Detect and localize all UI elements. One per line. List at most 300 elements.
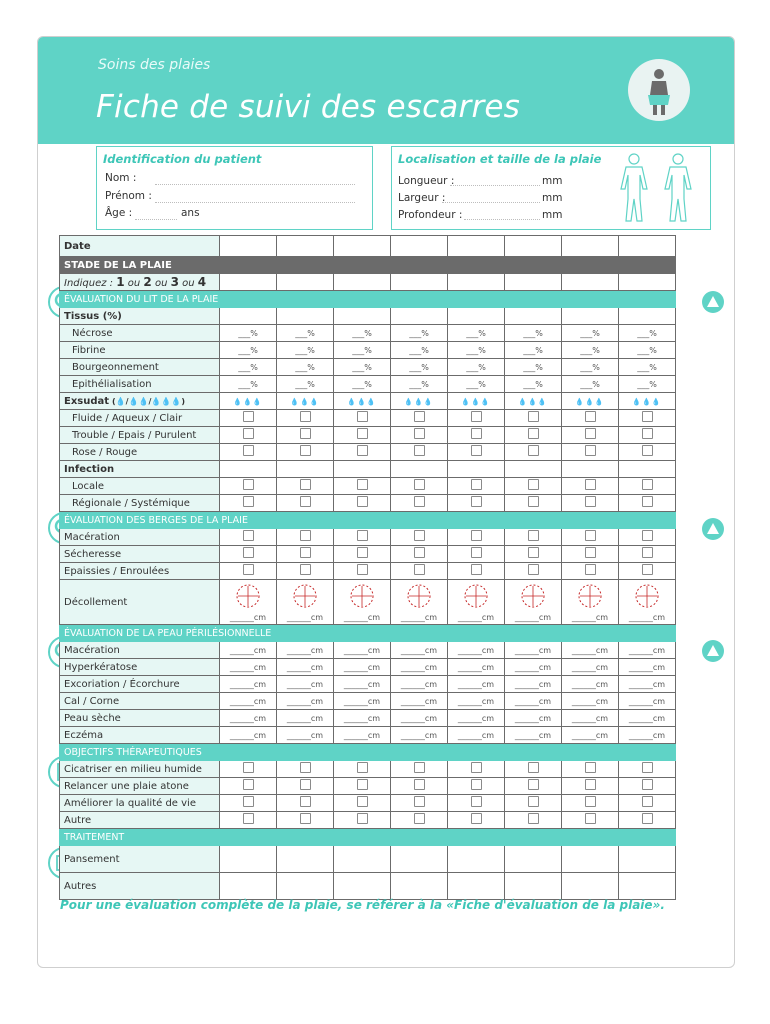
date-cell[interactable] [334,236,391,257]
table-cell[interactable] [619,710,676,727]
checkbox[interactable] [243,445,254,456]
checkbox[interactable] [300,530,311,541]
percent-field[interactable]: ___% [409,362,429,372]
table-cell[interactable] [277,846,334,873]
clock-dial-icon[interactable] [405,582,433,610]
checkbox[interactable] [642,530,653,541]
table-cell[interactable] [220,727,277,744]
cm-field[interactable]: ______cm [229,679,267,689]
table-cell[interactable] [277,529,334,546]
table-cell[interactable] [619,642,676,659]
cm-field[interactable]: ______cm [400,730,438,740]
table-cell[interactable] [391,478,448,495]
table-cell[interactable] [391,676,448,693]
table-cell[interactable] [562,410,619,427]
table-cell[interactable] [448,659,505,676]
cm-field[interactable]: ______cm [571,662,609,672]
checkbox[interactable] [642,445,653,456]
date-cell[interactable] [448,236,505,257]
percent-field[interactable]: ___% [295,379,315,389]
table-cell[interactable] [619,580,676,625]
table-cell[interactable] [220,495,277,512]
checkbox[interactable] [300,547,311,558]
table-cell[interactable] [391,778,448,795]
table-cell[interactable] [448,410,505,427]
cm-field[interactable]: ______cm [229,696,267,706]
checkbox[interactable] [528,496,539,507]
percent-field[interactable]: ___% [352,379,372,389]
table-cell[interactable] [391,693,448,710]
checkbox[interactable] [300,796,311,807]
table-cell[interactable] [334,529,391,546]
table-cell[interactable] [448,342,505,359]
checkbox[interactable] [414,479,425,490]
cm-field[interactable]: ______cm [571,696,609,706]
longueur-field[interactable] [450,185,540,186]
cm-field[interactable]: ______cm [400,613,438,622]
cm-field[interactable]: ______cm [628,696,666,706]
table-cell[interactable] [505,393,562,410]
percent-field[interactable]: ___% [523,345,543,355]
table-cell[interactable] [448,873,505,900]
stage-cell[interactable] [448,274,505,291]
date-cell[interactable] [391,236,448,257]
table-cell[interactable] [277,873,334,900]
checkbox[interactable] [300,411,311,422]
percent-field[interactable]: ___% [580,328,600,338]
table-cell[interactable] [619,444,676,461]
table-cell[interactable] [391,659,448,676]
percent-field[interactable]: ___% [352,362,372,372]
table-cell[interactable] [505,676,562,693]
table-cell[interactable] [220,761,277,778]
cm-field[interactable]: ______cm [571,713,609,723]
table-cell[interactable] [619,359,676,376]
checkbox[interactable] [243,479,254,490]
table-cell[interactable] [277,812,334,829]
date-cell[interactable] [619,236,676,257]
table-cell[interactable] [619,778,676,795]
checkbox[interactable] [585,479,596,490]
checkbox[interactable] [243,564,254,575]
checkbox[interactable] [528,530,539,541]
table-cell[interactable] [562,846,619,873]
table-cell[interactable] [505,727,562,744]
table-cell[interactable] [505,444,562,461]
table-cell[interactable] [391,710,448,727]
checkbox[interactable] [585,762,596,773]
checkbox[interactable] [300,813,311,824]
table-cell[interactable] [505,812,562,829]
checkbox[interactable] [414,547,425,558]
percent-field[interactable]: ___% [409,379,429,389]
checkbox[interactable] [642,496,653,507]
cm-field[interactable]: ______cm [400,662,438,672]
cm-field[interactable]: ______cm [514,662,552,672]
table-cell[interactable] [562,563,619,580]
cm-field[interactable]: ______cm [457,613,495,622]
clock-dial-icon[interactable] [462,582,490,610]
table-cell[interactable] [220,444,277,461]
checkbox[interactable] [243,796,254,807]
checkbox[interactable] [528,564,539,575]
date-cell[interactable] [562,236,619,257]
checkbox[interactable] [357,496,368,507]
checkbox[interactable] [585,547,596,558]
table-cell[interactable] [334,478,391,495]
table-cell[interactable] [277,546,334,563]
cm-field[interactable]: ______cm [514,713,552,723]
stage-cell[interactable] [619,274,676,291]
checkbox[interactable] [471,445,482,456]
table-cell[interactable] [391,427,448,444]
stage-cell[interactable] [391,274,448,291]
table-cell[interactable] [448,427,505,444]
clock-dial-icon[interactable] [576,582,604,610]
checkbox[interactable] [585,445,596,456]
table-cell[interactable] [619,659,676,676]
cm-field[interactable]: ______cm [400,645,438,655]
table-cell[interactable] [220,846,277,873]
nom-field[interactable] [155,184,355,185]
prenom-field[interactable] [155,202,355,203]
table-cell[interactable] [448,710,505,727]
cm-field[interactable]: ______cm [514,613,552,622]
percent-field[interactable]: ___% [637,328,657,338]
checkbox[interactable] [357,779,368,790]
droplet-icon[interactable]: 💧💧💧 [518,397,548,406]
table-cell[interactable] [220,427,277,444]
cm-field[interactable]: ______cm [229,662,267,672]
percent-field[interactable]: ___% [580,379,600,389]
table-cell[interactable] [505,376,562,393]
cm-field[interactable]: ______cm [514,679,552,689]
checkbox[interactable] [243,547,254,558]
table-cell[interactable] [220,580,277,625]
table-cell[interactable] [619,376,676,393]
stage-cell[interactable] [277,274,334,291]
clock-dial-icon[interactable] [519,582,547,610]
cm-field[interactable]: ______cm [514,730,552,740]
table-cell[interactable] [391,546,448,563]
table-cell[interactable] [562,873,619,900]
table-cell[interactable] [505,359,562,376]
percent-field[interactable]: ___% [352,328,372,338]
table-cell[interactable] [448,846,505,873]
percent-field[interactable]: ___% [466,345,486,355]
checkbox[interactable] [585,564,596,575]
table-cell[interactable] [334,846,391,873]
cm-field[interactable]: ______cm [286,645,324,655]
table-cell[interactable] [220,342,277,359]
table-cell[interactable] [277,342,334,359]
table-cell[interactable] [334,873,391,900]
table-cell[interactable] [220,795,277,812]
table-cell[interactable] [448,325,505,342]
checkbox[interactable] [243,428,254,439]
checkbox[interactable] [243,496,254,507]
table-cell[interactable] [334,778,391,795]
cm-field[interactable]: ______cm [343,696,381,706]
stage-cell[interactable] [220,274,277,291]
cm-field[interactable]: ______cm [457,713,495,723]
cm-field[interactable]: ______cm [628,645,666,655]
percent-field[interactable]: ___% [523,362,543,372]
checkbox[interactable] [642,813,653,824]
table-cell[interactable] [277,359,334,376]
table-cell[interactable] [334,659,391,676]
cm-field[interactable]: ______cm [457,679,495,689]
cm-field[interactable]: ______cm [229,645,267,655]
checkbox[interactable] [585,411,596,422]
table-cell[interactable] [448,642,505,659]
percent-field[interactable]: ___% [409,345,429,355]
table-cell[interactable] [619,325,676,342]
checkbox[interactable] [585,428,596,439]
checkbox[interactable] [471,530,482,541]
percent-field[interactable]: ___% [238,345,258,355]
checkbox[interactable] [642,479,653,490]
table-cell[interactable] [391,761,448,778]
table-cell[interactable] [562,342,619,359]
table-cell[interactable] [562,478,619,495]
checkbox[interactable] [528,445,539,456]
table-cell[interactable] [220,812,277,829]
table-cell[interactable] [277,495,334,512]
percent-field[interactable]: ___% [352,345,372,355]
percent-field[interactable]: ___% [295,328,315,338]
table-cell[interactable] [220,376,277,393]
table-cell[interactable] [277,761,334,778]
checkbox[interactable] [528,779,539,790]
table-cell[interactable] [562,325,619,342]
table-cell[interactable] [277,642,334,659]
cm-field[interactable]: ______cm [286,662,324,672]
table-cell[interactable] [220,410,277,427]
table-cell[interactable] [505,563,562,580]
percent-field[interactable]: ___% [238,362,258,372]
table-cell[interactable] [220,659,277,676]
table-cell[interactable] [562,795,619,812]
percent-field[interactable]: ___% [637,345,657,355]
droplet-icon[interactable]: 💧💧💧 [632,397,662,406]
cm-field[interactable]: ______cm [514,696,552,706]
checkbox[interactable] [300,762,311,773]
checkbox[interactable] [471,479,482,490]
cm-field[interactable]: ______cm [286,679,324,689]
checkbox[interactable] [414,411,425,422]
date-cell[interactable] [220,236,277,257]
table-cell[interactable] [334,546,391,563]
table-cell[interactable] [448,676,505,693]
checkbox[interactable] [414,530,425,541]
checkbox[interactable] [357,813,368,824]
table-cell[interactable] [391,580,448,625]
table-cell[interactable] [448,376,505,393]
table-cell[interactable] [619,546,676,563]
checkbox[interactable] [300,496,311,507]
checkbox[interactable] [471,411,482,422]
checkbox[interactable] [585,530,596,541]
table-cell[interactable] [448,693,505,710]
table-cell[interactable] [619,495,676,512]
table-cell[interactable] [562,710,619,727]
table-cell[interactable] [505,761,562,778]
checkbox[interactable] [300,564,311,575]
checkbox[interactable] [300,479,311,490]
table-cell[interactable] [505,580,562,625]
checkbox[interactable] [300,779,311,790]
table-cell[interactable] [220,529,277,546]
percent-field[interactable]: ___% [580,345,600,355]
table-cell[interactable] [619,727,676,744]
table-cell[interactable] [277,325,334,342]
cm-field[interactable]: ______cm [400,696,438,706]
table-cell[interactable] [619,693,676,710]
checkbox[interactable] [528,796,539,807]
table-cell[interactable] [448,393,505,410]
checkbox[interactable] [585,796,596,807]
droplet-icon[interactable]: 💧💧💧 [290,397,320,406]
table-cell[interactable] [619,563,676,580]
table-cell[interactable] [220,359,277,376]
table-cell[interactable] [619,342,676,359]
table-cell[interactable] [220,778,277,795]
cm-field[interactable]: ______cm [343,645,381,655]
checkbox[interactable] [642,411,653,422]
table-cell[interactable] [562,676,619,693]
checkbox[interactable] [357,762,368,773]
cm-field[interactable]: ______cm [286,696,324,706]
cm-field[interactable]: ______cm [457,730,495,740]
table-cell[interactable] [334,359,391,376]
table-cell[interactable] [391,846,448,873]
table-cell[interactable] [334,761,391,778]
table-cell[interactable] [505,342,562,359]
table-cell[interactable] [505,710,562,727]
checkbox[interactable] [528,411,539,422]
table-cell[interactable] [220,325,277,342]
table-cell[interactable] [562,812,619,829]
table-cell[interactable] [277,659,334,676]
checkbox[interactable] [414,496,425,507]
table-cell[interactable] [334,376,391,393]
droplet-icon[interactable]: 💧💧💧 [233,397,263,406]
table-cell[interactable] [220,642,277,659]
table-cell[interactable] [334,325,391,342]
table-cell[interactable] [619,761,676,778]
checkbox[interactable] [528,813,539,824]
table-cell[interactable] [334,795,391,812]
table-cell[interactable] [448,529,505,546]
table-cell[interactable] [562,529,619,546]
checkbox[interactable] [528,479,539,490]
checkbox[interactable] [414,445,425,456]
table-cell[interactable] [448,546,505,563]
checkbox[interactable] [300,445,311,456]
clock-dial-icon[interactable] [291,582,319,610]
percent-field[interactable]: ___% [295,345,315,355]
table-cell[interactable] [562,546,619,563]
cm-field[interactable]: ______cm [400,713,438,723]
cm-field[interactable]: ______cm [514,645,552,655]
cm-field[interactable]: ______cm [628,679,666,689]
table-cell[interactable] [277,580,334,625]
checkbox[interactable] [414,428,425,439]
checkbox[interactable] [243,762,254,773]
checkbox[interactable] [471,813,482,824]
percent-field[interactable]: ___% [466,379,486,389]
profondeur-field[interactable] [464,219,540,220]
table-cell[interactable] [277,478,334,495]
table-cell[interactable] [277,393,334,410]
droplet-icon[interactable]: 💧💧💧 [461,397,491,406]
checkbox[interactable] [528,762,539,773]
table-cell[interactable] [391,812,448,829]
checkbox[interactable] [471,428,482,439]
percent-field[interactable]: ___% [238,328,258,338]
table-cell[interactable] [562,427,619,444]
table-cell[interactable] [562,761,619,778]
table-cell[interactable] [562,659,619,676]
table-cell[interactable] [391,727,448,744]
percent-field[interactable]: ___% [295,362,315,372]
table-cell[interactable] [505,693,562,710]
cm-field[interactable]: ______cm [628,662,666,672]
table-cell[interactable] [448,359,505,376]
checkbox[interactable] [357,530,368,541]
checkbox[interactable] [414,796,425,807]
table-cell[interactable] [277,727,334,744]
table-cell[interactable] [220,546,277,563]
cm-field[interactable]: ______cm [571,645,609,655]
checkbox[interactable] [471,796,482,807]
table-cell[interactable] [505,873,562,900]
table-cell[interactable] [562,376,619,393]
table-cell[interactable] [562,359,619,376]
checkbox[interactable] [471,762,482,773]
table-cell[interactable] [619,795,676,812]
checkbox[interactable] [471,779,482,790]
table-cell[interactable] [220,393,277,410]
table-cell[interactable] [505,478,562,495]
table-cell[interactable] [334,427,391,444]
checkbox[interactable] [414,762,425,773]
percent-field[interactable]: ___% [466,362,486,372]
table-cell[interactable] [391,563,448,580]
cm-field[interactable]: ______cm [457,696,495,706]
table-cell[interactable] [562,580,619,625]
table-cell[interactable] [562,642,619,659]
clock-dial-icon[interactable] [234,582,262,610]
cm-field[interactable]: ______cm [229,613,267,622]
table-cell[interactable] [448,444,505,461]
table-cell[interactable] [391,393,448,410]
table-cell[interactable] [505,659,562,676]
checkbox[interactable] [300,428,311,439]
table-cell[interactable] [448,761,505,778]
checkbox[interactable] [243,530,254,541]
checkbox[interactable] [471,496,482,507]
checkbox[interactable] [642,796,653,807]
table-cell[interactable] [220,873,277,900]
table-cell[interactable] [334,812,391,829]
date-cell[interactable] [505,236,562,257]
table-cell[interactable] [334,495,391,512]
checkbox[interactable] [414,813,425,824]
table-cell[interactable] [448,812,505,829]
table-cell[interactable] [334,410,391,427]
